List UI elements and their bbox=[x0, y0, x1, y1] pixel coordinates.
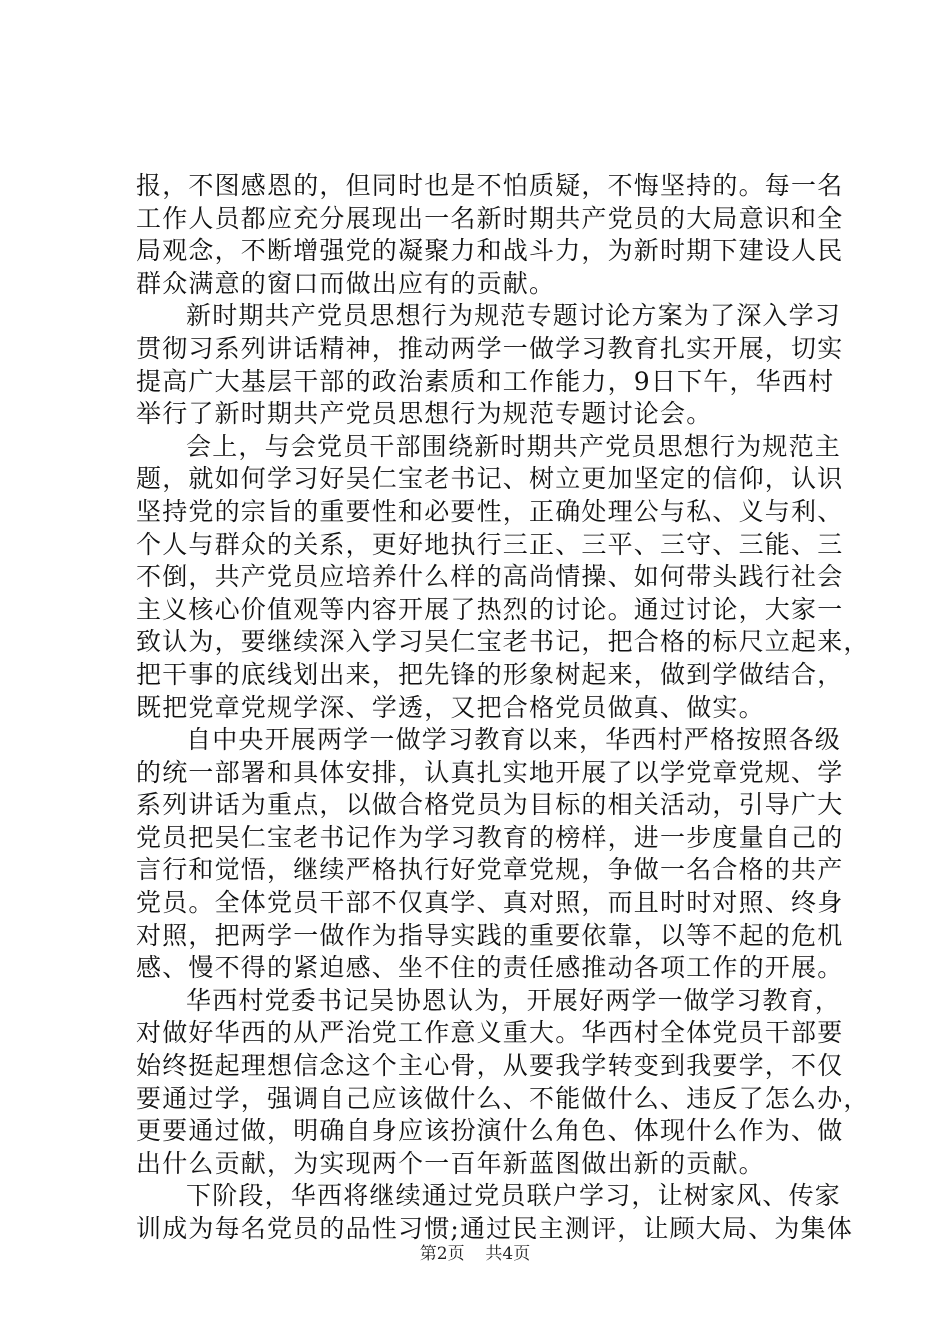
text-line: 华西村党委书记吴协恩认为，开展好两学一做学习教育， bbox=[186, 985, 842, 1015]
text-line: 主义核心价值观等内容开展了热烈的讨论。通过讨论，大家一 bbox=[136, 594, 844, 624]
document-body bbox=[136, 170, 870, 1246]
text-line: 局观念，不断增强党的凝聚力和战斗力，为新时期下建设人民 bbox=[136, 236, 844, 266]
text-line: 新时期共产党员思想行为规范专题讨论方案为了深入学习 bbox=[186, 301, 842, 331]
text-line: 坚持党的宗旨的重要性和必要性，正确处理公与私、义与利、 bbox=[136, 496, 844, 526]
text-line: 报，不图感恩的，但同时也是不怕质疑，不悔坚持的。每一名 bbox=[136, 171, 844, 200]
text-line: 自中央开展两学一做学习教育以来，华西村严格按照各级 bbox=[186, 725, 842, 755]
page-number: 第2页 bbox=[419, 1244, 465, 1264]
text-line: 更要通过做，明确自身应该扮演什么角色、体现什么作为、做 bbox=[136, 1116, 844, 1146]
text-line: 对照，把两学一做作为指导实践的重要依靠，以等不起的危机 bbox=[136, 920, 844, 950]
text-line: 既把党章党规学深、学透，又把合格党员做真、做实。 bbox=[136, 692, 765, 722]
text-line: 对做好华西的从严治党工作意义重大。华西村全体党员干部要 bbox=[136, 1018, 844, 1048]
page-total: 共4页 bbox=[485, 1244, 531, 1264]
text-line: 题，就如何学习好吴仁宝老书记、树立更加坚定的信仰，认识 bbox=[136, 464, 844, 494]
text-line: 感、慢不得的紧迫感、坐不住的责任感推动各项工作的开展。 bbox=[136, 953, 844, 983]
text-line: 把干事的底线划出来，把先锋的形象树起来，做到学做结合， bbox=[136, 659, 844, 689]
text-line: 举行了新时期共产党员思想行为规范专题讨论会。 bbox=[136, 399, 713, 429]
text-line: 言行和觉悟，继续严格执行好党章党规，争做一名合格的共产 bbox=[136, 855, 844, 885]
text-line: 不倒，共产党员应培养什么样的高尚情操、如何带头践行社会 bbox=[136, 562, 844, 592]
text-line: 党员把吴仁宝老书记作为学习教育的榜样，进一步度量自己的 bbox=[136, 822, 844, 852]
text-line: 党员。全体党员干部不仅真学、真对照，而且时时对照、终身 bbox=[136, 888, 844, 918]
text-line: 群众满意的窗口而做出应有的贡献。 bbox=[136, 268, 556, 298]
text-line: 出什么贡献，为实现两个一百年新蓝图做出新的贡献。 bbox=[136, 1148, 765, 1178]
text-line: 要通过学，强调自己应该做什么、不能做什么、违反了怎么办， bbox=[136, 1083, 870, 1113]
text-line: 提高广大基层干部的政治素质和工作能力，9日下午，华西村 bbox=[136, 366, 835, 396]
text-line: 的统一部署和具体安排，认真扎实地开展了以学党章党规、学 bbox=[136, 757, 844, 787]
text-line: 会上，与会党员干部围绕新时期共产党员思想行为规范主 bbox=[186, 431, 842, 461]
text-line: 训成为每名党员的品性习惯;通过民主测评，让顾大局、为集体 bbox=[136, 1214, 854, 1243]
text-line: 始终挺起理想信念这个主心骨，从要我学转变到我要学，不仅 bbox=[136, 1051, 844, 1081]
text-line: 贯彻习系列讲话精神，推动两学一做学习教育扎实开展，切实 bbox=[136, 333, 844, 363]
text-line: 工作人员都应充分展现出一名新时期共产党员的大局意识和全 bbox=[136, 203, 844, 233]
text-line: 下阶段，华西将继续通过党员联户学习，让树家风、传家 bbox=[186, 1181, 842, 1211]
text-line: 系列讲话为重点，以做合格党员为目标的相关活动，引导广大 bbox=[136, 790, 844, 820]
text-line: 致认为，要继续深入学习吴仁宝老书记，把合格的标尺立起来， bbox=[136, 627, 870, 657]
page-footer bbox=[0, 1244, 950, 1264]
text-line: 个人与群众的关系，更好地执行三正、三平、三守、三能、三 bbox=[136, 529, 844, 559]
